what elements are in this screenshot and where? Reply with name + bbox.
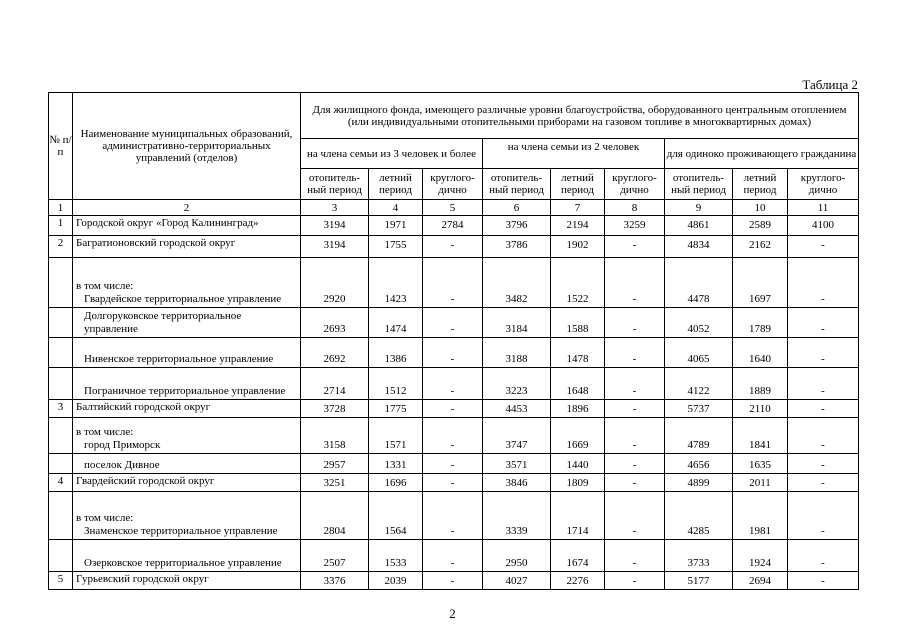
row-number [49,418,73,454]
row-name-cell [73,338,301,368]
value-cell: - [605,236,665,258]
value-cell: - [788,418,859,454]
value-cell: - [423,236,483,258]
column-number: 7 [551,200,605,216]
value-cell: - [788,368,859,400]
value-cell: 4453 [483,400,551,418]
row-name: Долгоруковское территориальное управление [84,310,242,335]
row-number: 2 [49,236,73,258]
table-row [49,492,859,540]
value-cell: 4656 [665,454,733,474]
value-cell: 2194 [551,216,605,236]
header-heating-2: отопитель-ный период [483,169,551,200]
heating-cost-table [48,92,859,590]
row-number [49,454,73,474]
value-cell: 2804 [301,492,369,540]
value-cell: 1478 [551,338,605,368]
value-cell: 1522 [551,258,605,308]
value-cell: 1331 [369,454,423,474]
header-sub-2: на члена семьи из 2 человек [483,139,665,169]
page-number: 2 [449,606,456,621]
value-cell: 1669 [551,418,605,454]
value-cell: 2957 [301,454,369,474]
value-cell: 1440 [551,454,605,474]
row-name: Багратионовский городской округ [76,237,236,249]
column-number: 6 [483,200,551,216]
value-cell: 1755 [369,236,423,258]
value-cell: - [605,572,665,590]
value-cell: 3194 [301,216,369,236]
value-cell: 3571 [483,454,551,474]
value-cell: 2694 [733,572,788,590]
value-cell: - [423,258,483,308]
header-heating-1: отопитель-ный период [301,169,369,200]
table-row [49,216,859,236]
value-cell: - [605,400,665,418]
header-summer-2: летний период [551,169,605,200]
value-cell: 3786 [483,236,551,258]
row-name: Озерковское территориальное управление [84,557,282,569]
value-cell: 1533 [369,540,423,572]
value-cell: 4789 [665,418,733,454]
table-row [49,368,859,400]
value-cell: - [423,572,483,590]
value-cell: 1971 [369,216,423,236]
table-row [49,418,859,454]
row-name: Гвардейский городской округ [76,475,215,487]
value-cell: 1674 [551,540,605,572]
value-cell: 4122 [665,368,733,400]
value-cell: - [788,540,859,572]
value-cell: - [788,338,859,368]
value-cell: 2011 [733,474,788,492]
value-cell: 3846 [483,474,551,492]
row-name: Городской округ «Город Калининград» [76,217,259,229]
value-cell: 2039 [369,572,423,590]
value-cell: - [788,258,859,308]
row-name-cell [73,474,301,492]
value-cell: 4052 [665,308,733,338]
value-cell: - [423,492,483,540]
value-cell: 1981 [733,492,788,540]
value-cell: - [788,572,859,590]
table-row [49,338,859,368]
row-name: Балтийский городской округ [76,401,211,413]
value-cell: 1809 [551,474,605,492]
row-name: Гвардейское территориальное управление [84,293,282,305]
row-number [49,540,73,572]
row-number: 5 [49,572,73,590]
value-cell: - [423,400,483,418]
value-cell: - [788,492,859,540]
table-row [49,308,859,338]
value-cell: 4065 [665,338,733,368]
column-number: 4 [369,200,423,216]
value-cell: - [788,454,859,474]
row-name: поселок Дивное [84,459,160,471]
table-row [49,474,859,492]
value-cell: - [423,418,483,454]
value-cell: 1889 [733,368,788,400]
table-row [49,572,859,590]
value-cell: - [605,368,665,400]
row-name: Нивенское территориальное управление [84,353,274,365]
row-name-cell [73,258,301,308]
value-cell: 4100 [788,216,859,236]
row-number [49,338,73,368]
value-cell: 1696 [369,474,423,492]
value-cell: 3184 [483,308,551,338]
value-cell: 4834 [665,236,733,258]
value-cell: 2507 [301,540,369,572]
table-row [49,258,859,308]
value-cell: 1841 [733,418,788,454]
value-cell: - [605,418,665,454]
value-cell: 2162 [733,236,788,258]
value-cell: 4478 [665,258,733,308]
value-cell: 3796 [483,216,551,236]
value-cell: 2276 [551,572,605,590]
value-cell: - [423,454,483,474]
value-cell: 3339 [483,492,551,540]
value-cell: 1902 [551,236,605,258]
value-cell: - [605,540,665,572]
row-name-cell [73,572,301,590]
column-number: 3 [301,200,369,216]
value-cell: 3188 [483,338,551,368]
column-number: 11 [788,200,859,216]
table-row [49,236,859,258]
table-row [49,400,859,418]
value-cell: 2784 [423,216,483,236]
value-cell: 3376 [301,572,369,590]
value-cell: 1789 [733,308,788,338]
value-cell: 1648 [551,368,605,400]
value-cell: - [605,454,665,474]
value-cell: 3223 [483,368,551,400]
column-number-row [49,200,859,216]
value-cell: 1423 [369,258,423,308]
value-cell: 4285 [665,492,733,540]
value-cell: 3733 [665,540,733,572]
value-cell: 2110 [733,400,788,418]
value-cell: 1896 [551,400,605,418]
row-number [49,368,73,400]
value-cell: 5737 [665,400,733,418]
row-number: 3 [49,400,73,418]
table-row [49,454,859,474]
row-number [49,258,73,308]
header-summer-3: летний период [733,169,788,200]
header-name: Наименование муниципальных образований, административно-территориальных управлений (отделов) [73,93,301,200]
header-yearround-3: круглого-дично [788,169,859,200]
value-cell: - [605,474,665,492]
value-cell: 5177 [665,572,733,590]
header-yearround-2: круглого-дично [605,169,665,200]
row-number [49,492,73,540]
column-number: 2 [73,200,301,216]
value-cell: - [605,308,665,338]
value-cell: 3194 [301,236,369,258]
row-name-cell [73,492,301,540]
row-name-cell [73,540,301,572]
header-heating-3: отопитель-ный период [665,169,733,200]
row-name-cell [73,400,301,418]
value-cell: 1640 [733,338,788,368]
column-number: 5 [423,200,483,216]
value-cell: 4861 [665,216,733,236]
value-cell: - [423,474,483,492]
row-name-cell [73,454,301,474]
row-name: Знаменское территориальное управление [84,525,278,537]
column-number: 9 [665,200,733,216]
value-cell: 1474 [369,308,423,338]
row-name-cell [73,216,301,236]
value-cell: 1571 [369,418,423,454]
value-cell: 2920 [301,258,369,308]
header-num: № п/п [49,93,73,200]
header-summer-1: летний период [369,169,423,200]
value-cell: - [605,258,665,308]
value-cell: 1697 [733,258,788,308]
value-cell: 1512 [369,368,423,400]
column-number: 10 [733,200,788,216]
table-row [49,540,859,572]
value-cell: 2693 [301,308,369,338]
value-cell: 1924 [733,540,788,572]
row-name: Пограничное территориальное управление [84,385,286,397]
including-label: в том числе: [76,426,134,438]
value-cell: 3482 [483,258,551,308]
value-cell: 2692 [301,338,369,368]
table-caption: Таблица 2 [802,77,858,92]
value-cell: 3747 [483,418,551,454]
header-yearround-1: круглого-дично [423,169,483,200]
value-cell: 2950 [483,540,551,572]
value-cell: 3251 [301,474,369,492]
row-name: город Приморск [84,439,161,451]
value-cell: - [788,308,859,338]
value-cell: 3728 [301,400,369,418]
row-name: Гурьевский городской округ [76,573,209,585]
value-cell: 2589 [733,216,788,236]
value-cell: - [788,236,859,258]
value-cell: 1635 [733,454,788,474]
value-cell: 1386 [369,338,423,368]
value-cell: - [788,474,859,492]
including-label: в том числе: [76,512,134,524]
column-number: 8 [605,200,665,216]
value-cell: 2714 [301,368,369,400]
row-name-cell [73,418,301,454]
row-name-cell [73,308,301,338]
value-cell: 4899 [665,474,733,492]
header-group: Для жилищного фонда, имеющего различные уровни благоустройства, оборудованного центральным отоплением (или индивидуальными отопительными приборами на газовом топливе в многоквартирных домах) [301,93,859,139]
value-cell: - [788,400,859,418]
value-cell: - [423,368,483,400]
value-cell: 1714 [551,492,605,540]
row-name-cell [73,236,301,258]
value-cell: 1775 [369,400,423,418]
column-number: 1 [49,200,73,216]
value-cell: - [605,338,665,368]
value-cell: - [423,338,483,368]
including-label: в том числе: [76,280,134,292]
value-cell: - [423,308,483,338]
value-cell: - [423,540,483,572]
row-number [49,308,73,338]
value-cell: 1564 [369,492,423,540]
value-cell: - [605,492,665,540]
value-cell: 3259 [605,216,665,236]
value-cell: 3158 [301,418,369,454]
value-cell: 1588 [551,308,605,338]
header-sub-3plus: на члена семьи из 3 человек и более [301,139,483,169]
row-name-cell [73,368,301,400]
header-sub-single: для одиноко проживающего гражданина [665,139,859,169]
row-number: 1 [49,216,73,236]
row-number: 4 [49,474,73,492]
value-cell: 4027 [483,572,551,590]
